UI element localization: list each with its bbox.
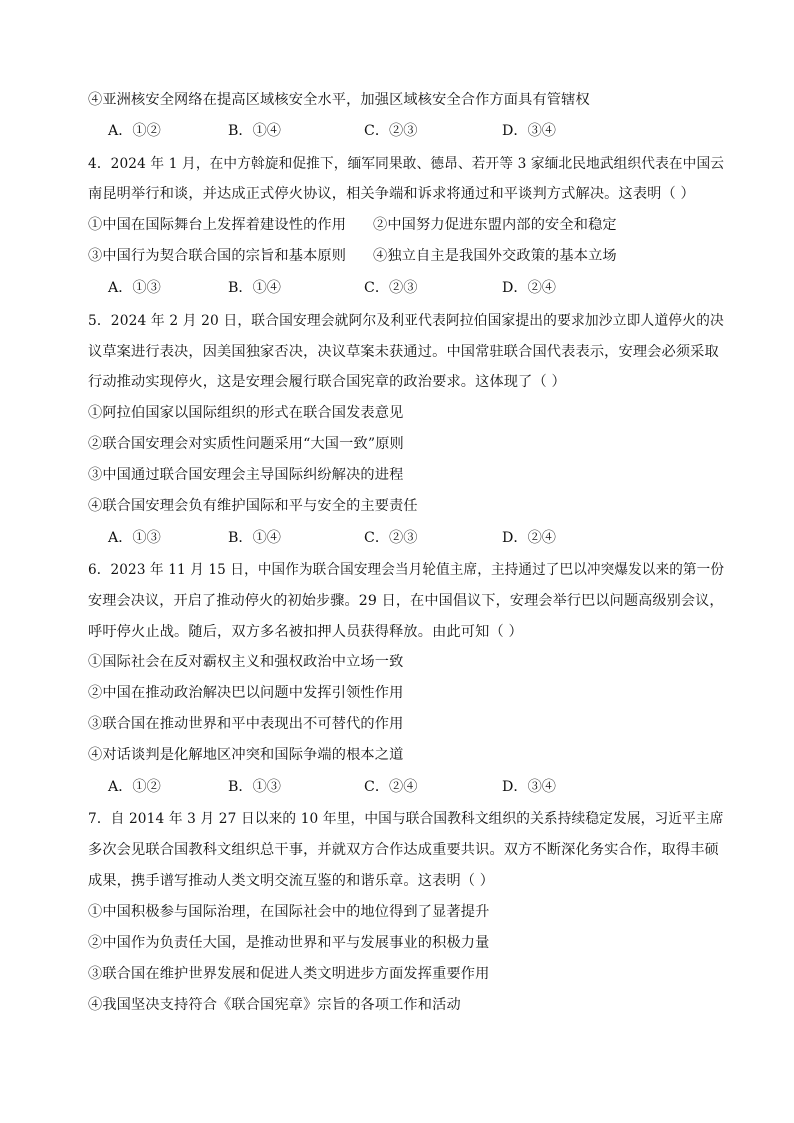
q5-item-2: ②联合国安理会对实质性问题采用“大国一致”原则 xyxy=(88,436,404,452)
q6-item-1: ①国际社会在反对霸权主义和强权政治中立场一致 xyxy=(88,654,404,670)
q6-option-d: D．③④ xyxy=(502,779,556,795)
q4-option-a: A．①③ xyxy=(108,280,161,296)
q5-option-b: B．①④ xyxy=(228,530,281,546)
q6-item-4: ④对话谈判是化解地区冲突和国际争端的根本之道 xyxy=(88,747,404,763)
q7-item-2: ②中国作为负责任大国，是推动世界和平与发展事业的积极力量 xyxy=(88,935,490,951)
q6-option-b: B．①③ xyxy=(228,779,281,795)
q4-option-b: B．①④ xyxy=(228,280,281,296)
q6-stem-line-3: 呼吁停火止战。随后，双方多名被扣押人员获得释放。由此可知（ ） xyxy=(88,624,523,640)
q4-stem-line-1: 4．2024 年 1 月，在中方斡旋和促推下，缅军同果敢、德昂、若开等 3 家缅北民地武组织代表在中国云 xyxy=(88,156,725,172)
q7-item-3: ③联合国在维护世界发展和促进人类文明进步方面发挥重要作用 xyxy=(88,966,490,982)
q5-option-a: A．①③ xyxy=(108,530,161,546)
q3-option-b: B．①④ xyxy=(228,123,281,139)
q6-stem-line-2: 安理会决议，开启了推动停火的初始步骤。29 日，在中国倡议下，安理会举行巴以问题高级别会议， xyxy=(88,593,724,609)
q6-stem-line-1: 6．2023 年 11 月 15 日，中国作为联合国安理会当月轮值主席，主持通过了巴以冲突爆发以来的第一份 xyxy=(88,562,725,578)
q6-item-2: ②中国在推动政治解决巴以问题中发挥引领性作用 xyxy=(88,685,404,701)
q5-stem-line-1: 5．2024 年 2 月 20 日，联合国安理会就阿尔及利亚代表阿拉伯国家提出的要求加沙立即人道停火的决 xyxy=(88,313,724,329)
q5-item-4: ④联合国安理会负有维护国际和平与安全的主要责任 xyxy=(88,498,418,514)
q4-option-d: D．②④ xyxy=(502,280,556,296)
q3-item-4: ④亚洲核安全网络在提高区域核安全水平，加强区域核安全合作方面具有管辖权 xyxy=(88,92,590,108)
q4-option-c: C．②③ xyxy=(364,280,418,296)
q5-stem-line-2: 议草案进行表决，因美国独家否决，决议草案未获通过。中国常驻联合国代表表示，安理会必须采取 xyxy=(88,344,719,360)
q4-item-3: ③中国行为契合联合国的宗旨和基本原则 xyxy=(88,248,347,264)
q6-option-c: C．②④ xyxy=(364,779,418,795)
q3-option-a: A．①② xyxy=(108,123,161,139)
q7-stem-line-3: 成果，携手谱写推动人类文明交流互鉴的和谐乐章。这表明（ ） xyxy=(88,873,495,889)
q7-stem-line-1: 7．自 2014 年 3 月 27 日以来的 10 年里，中国与联合国教科文组织的关系持续稳定发展，习近平主席 xyxy=(88,811,724,827)
q3-option-d: D．③④ xyxy=(502,123,556,139)
q5-stem-line-3: 行动推动实现停火，这是安理会履行联合国宪章的政治要求。这体现了（ ） xyxy=(88,374,566,390)
q5-option-c: C．②③ xyxy=(364,530,418,546)
q4-stem-line-2: 南昆明举行和谈，并达成正式停火协议，相关争端和诉求将通过和平谈判方式解决。这表明（ ） xyxy=(88,186,695,202)
q7-item-1: ①中国积极参与国际治理，在国际社会中的地位得到了显著提升 xyxy=(88,904,490,920)
q6-item-3: ③联合国在推动世界和平中表现出不可替代的作用 xyxy=(88,716,404,732)
q5-item-1: ①阿拉伯国家以国际组织的形式在联合国发表意见 xyxy=(88,405,404,421)
q5-item-3: ③中国通过联合国安理会主导国际纠纷解决的进程 xyxy=(88,467,404,483)
q3-option-c: C．②③ xyxy=(364,123,418,139)
q5-option-d: D．②④ xyxy=(502,530,556,546)
q4-item-2: ②中国努力促进东盟内部的安全和稳定 xyxy=(373,217,617,233)
q6-option-a: A．①② xyxy=(108,779,161,795)
q7-stem-line-2: 多次会见联合国教科文组织总干事，并就双方合作达成重要共识。双方不断深化务实合作，取得丰硕 xyxy=(88,842,719,858)
q4-item-1: ①中国在国际舞台上发挥着建设性的作用 xyxy=(88,217,347,233)
q7-item-4: ④我国坚决支持符合《联合国宪章》宗旨的各项工作和活动 xyxy=(88,997,461,1013)
q4-item-4: ④独立自主是我国外交政策的基本立场 xyxy=(373,248,617,264)
